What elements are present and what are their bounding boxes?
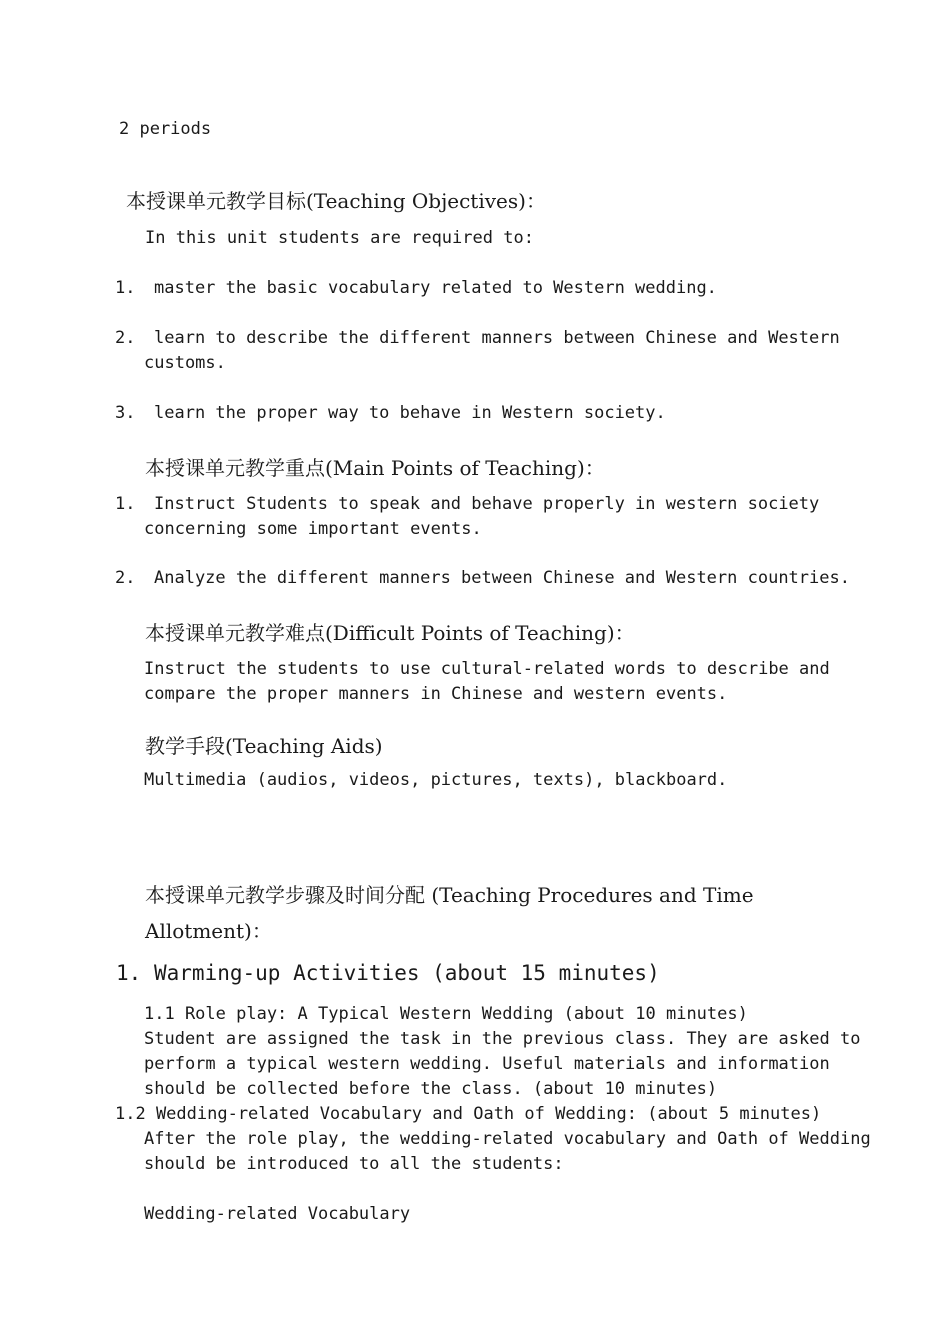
objectives-intro: In this unit students are required to: — [145, 228, 534, 248]
teaching-aids-heading: 教学手段(Teaching Aids) — [145, 734, 383, 758]
teaching-aids-text: Multimedia (audios, videos, pictures, texts), blackboard. — [144, 770, 728, 790]
subsection-1-1-line-1: Student are assigned the task in the previous class. They are asked to — [144, 1029, 861, 1049]
procedures-heading-cont: Allotment)： — [145, 919, 272, 943]
subsection-1-1-line-3: should be collected before the class. (about 10 minutes) — [144, 1079, 718, 1099]
subsection-1-1-title: 1.1 Role play: A Typical Western Wedding (about 10 minutes) — [144, 1004, 748, 1024]
objective-2-text: learn to describe the different manners between Chinese and Western — [154, 328, 840, 348]
objectives-heading: 本授课单元教学目标(Teaching Objectives)： — [126, 189, 546, 213]
difficult-points-text-cont: compare the proper manners in Chinese and western events. — [144, 684, 728, 704]
main-point-1-text: Instruct Students to speak and behave properly in western society — [154, 494, 820, 514]
subsection-1-2-line-2: should be introduced to all the students: — [144, 1154, 564, 1174]
section-1-number: 1. — [116, 961, 142, 985]
objective-1-text: master the basic vocabulary related to Western wedding. — [154, 278, 717, 298]
objective-3-number: 3. — [115, 403, 136, 423]
subsection-1-2-line-1: After the role play, the wedding-related vocabulary and Oath of Wedding — [144, 1129, 871, 1149]
difficult-points-text: Instruct the students to use cultural-related words to describe and — [144, 659, 830, 679]
main-point-2-text: Analyze the different manners between Chinese and Western countries. — [154, 568, 850, 588]
main-points-heading: 本授课单元教学重点(Main Points of Teaching)： — [145, 456, 605, 480]
objective-2-number: 2. — [115, 328, 136, 348]
subsection-1-1-line-2: perform a typical western wedding. Useful materials and information — [144, 1054, 830, 1074]
main-point-1-text-cont: concerning some important events. — [144, 519, 482, 539]
subsection-1-2-title: 1.2 Wedding-related Vocabulary and Oath of Wedding: (about 5 minutes) — [115, 1104, 822, 1124]
periods-label: 2 periods — [119, 119, 212, 139]
objective-1-number: 1. — [115, 278, 136, 298]
vocabulary-heading: Wedding-related Vocabulary — [144, 1204, 411, 1224]
difficult-points-heading: 本授课单元教学难点(Difficult Points of Teaching)： — [145, 621, 635, 645]
main-point-2-number: 2. — [115, 568, 136, 588]
objective-3-text: learn the proper way to behave in Western society. — [154, 403, 666, 423]
section-1-title: Warming-up Activities (about 15 minutes) — [154, 961, 660, 985]
main-point-1-number: 1. — [115, 494, 136, 514]
procedures-heading: 本授课单元教学步骤及时间分配 (Teaching Procedures and Time — [145, 883, 754, 907]
objective-2-text-cont: customs. — [144, 353, 226, 373]
